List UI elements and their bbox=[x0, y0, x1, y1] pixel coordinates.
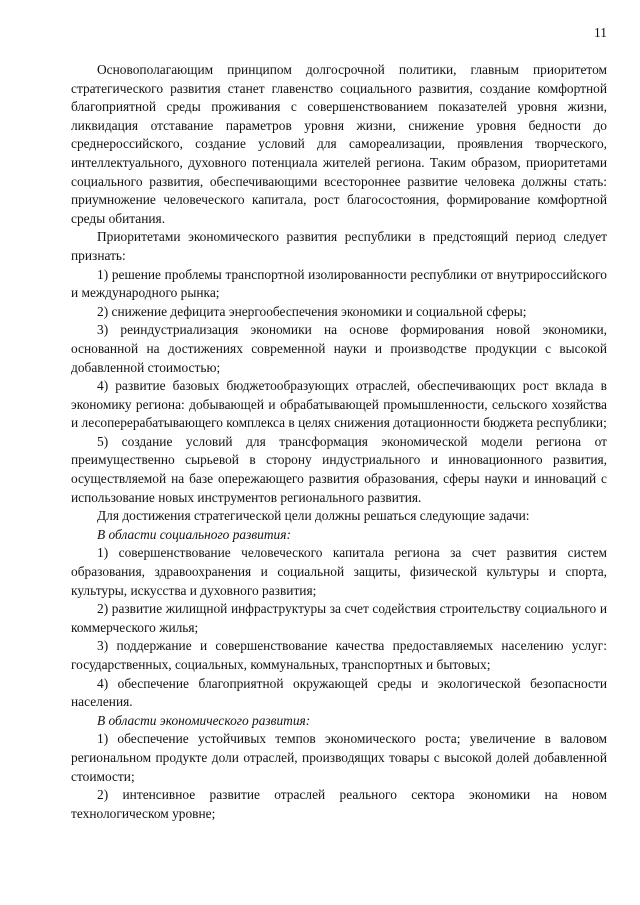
paragraph: 2) снижение дефицита энергообеспечения экономики и социальной сферы; bbox=[97, 303, 527, 319]
paragraph: Для достижения стратегической цели должны решаться следующие задачи: bbox=[97, 508, 530, 524]
paragraph: Приоритетами экономического развития республики в предстоящий период следует признать: bbox=[71, 229, 607, 263]
paragraph: 2) развитие жилищной инфраструктуры за счет содействия строительству социального и коммерческого жилья; bbox=[71, 601, 607, 635]
paragraph: 1) совершенствование человеческого капитала региона за счет развития систем образования, здравоохранения и социальной защиты, физической культуры и спорта, культуры, искусства и духовного развития; bbox=[71, 545, 607, 598]
body-text bbox=[71, 61, 607, 823]
paragraph: Основополагающим принципом долгосрочной политики, главным приоритетом стратегического развития станет главенство социального развития, создание комфортной благоприятной среды проживания с совершенствованием показателей уровня жизни, ликвидация отставание параметров уровня жизни, снижение уровня бедности до среднероссийского, создание условий для самореализации, проявления творческого, интеллектуального, духовного потенциала жителей региона. Таким образом, приоритетами социального развития, обеспечивающими всестороннее развитие человека должны стать: приумножение человеческого капитала, рост благосостояния, формирование комфортной среды обитания. bbox=[71, 62, 607, 226]
paragraph: 3) реиндустриализация экономики на основе формирования новой экономики, основанной на достижениях современной науки и производстве продукции с высокой добавленной стоимостью; bbox=[71, 322, 607, 375]
page-number: 11 bbox=[594, 25, 607, 40]
section-heading: В области социального развития: bbox=[97, 526, 291, 542]
paragraph: 4) развитие базовых бюджетообразующих отраслей, обеспечивающих рост вклада в экономику региона: добывающей и обрабатывающей промышленности, сельского хозяйства и лесоперерабатывающего комплекса в целях снижения дотационности бюджета республики; bbox=[71, 378, 607, 431]
paragraph: 3) поддержание и совершенствование качества предоставляемых населению услуг: государственных, социальных, коммунальных, транспортных и бытовых; bbox=[71, 638, 607, 672]
paragraph: 2) интенсивное развитие отраслей реального сектора экономики на новом технологическом уровне; bbox=[71, 787, 607, 821]
section-heading: В области экономического развития: bbox=[97, 712, 311, 728]
paragraph: 1) решение проблемы транспортной изолированности республики от внутрироссийского и международного рынка; bbox=[71, 266, 607, 301]
paragraph: 1) обеспечение устойчивых темпов экономического роста; увеличение в валовом региональном продукте доли отраслей, производящих товары с высокой долей добавленной стоимости; bbox=[71, 731, 607, 784]
paragraph: 4) обеспечение благоприятной окружающей среды и экологической безопасности населения. bbox=[71, 675, 607, 710]
paragraph: 5) создание условий для трансформация экономической модели региона от преимущественно сырьевой в сторону индустриального и инновационного развития, осуществляемой на базе опережающего развития образования, сферы науки и инноваций с использование новых инструментов регионального развития. bbox=[71, 433, 607, 505]
